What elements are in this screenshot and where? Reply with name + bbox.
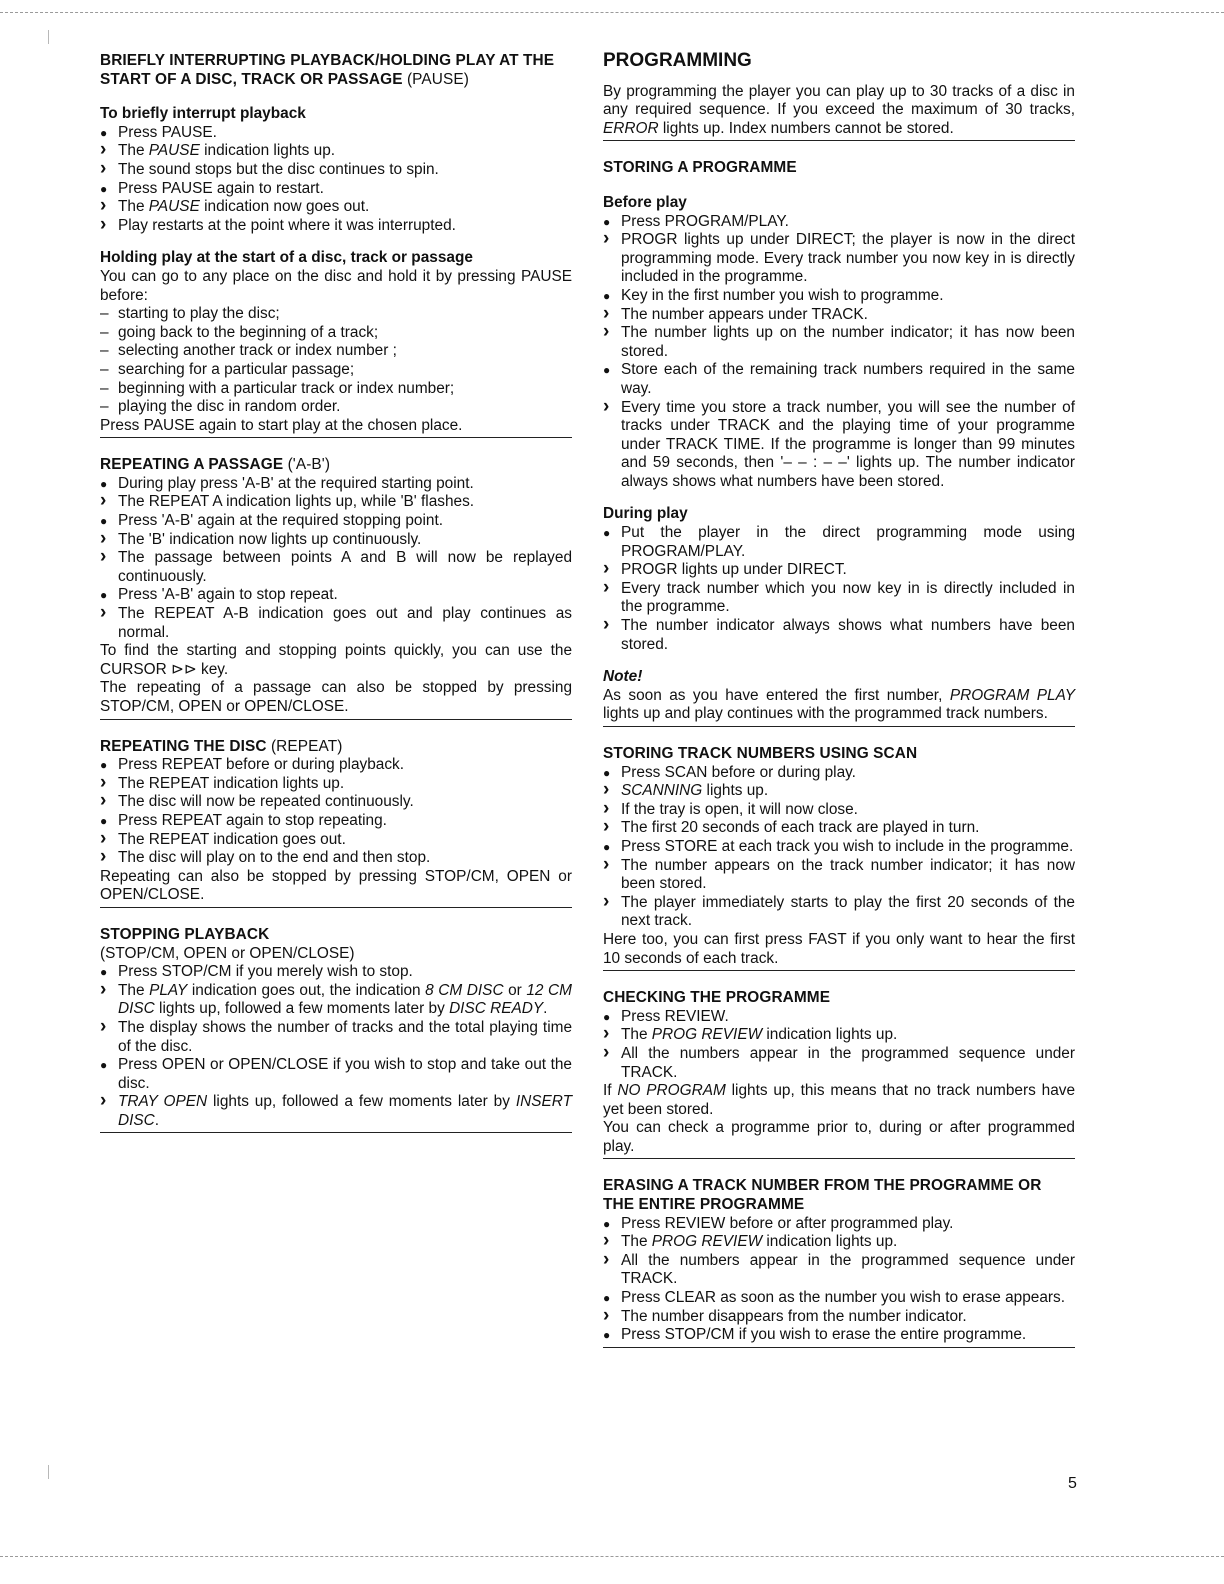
item-text: Press PAUSE.	[118, 123, 217, 141]
item-text: The number indicator always shows what numbers have been stored.	[621, 617, 1075, 653]
section	[603, 52, 1075, 141]
arrow-icon	[100, 549, 116, 568]
item-text: beginning with a particular track or index number;	[118, 379, 455, 397]
margin-mark	[48, 30, 49, 44]
subheading: Holding play at the start of a disc, track or passage	[100, 249, 473, 267]
dash-list-item	[100, 305, 572, 324]
instruction-step	[603, 1008, 1075, 1027]
scan-artifact-top	[0, 12, 1224, 13]
item-text: The PLAY indication goes out, the indication 8 CM DISC or 12 CM DISC lights up, followed a few moments later by DISC READY.	[118, 981, 572, 1018]
item-text: Press REPEAT again to stop repeating.	[118, 811, 387, 829]
item-text: PROGR lights up under DIRECT.	[621, 561, 847, 579]
arrow-icon	[100, 161, 116, 180]
item-text: The number appears on the track number indicator; it has now been stored.	[621, 856, 1075, 893]
item-text: The disc will now be repeated continuously.	[118, 793, 414, 811]
section-heading	[603, 989, 1075, 1008]
arrow-icon	[603, 324, 619, 343]
section-heading	[100, 926, 572, 945]
subheading: To briefly interrupt playback	[100, 105, 306, 123]
result-item	[100, 142, 572, 161]
item-text: All the numbers appear in the programmed sequence under TRACK.	[621, 1251, 1075, 1288]
item-text: selecting another track or index number ;	[118, 342, 397, 360]
heading-text: CHECKING THE PROGRAMME	[603, 989, 831, 1007]
result-item	[100, 775, 572, 794]
result-item	[100, 849, 572, 868]
paragraph: You can check a programme prior to, during or after programmed play.	[603, 1119, 1075, 1155]
paragraph: The repeating of a passage can also be stopped by pressing STOP/CM, OPEN or OPEN/CLOSE.	[100, 679, 572, 715]
item-text: The PAUSE indication now goes out.	[118, 198, 370, 216]
item-text: TRAY OPEN lights up, followed a few moments later by INSERT DISC.	[118, 1093, 572, 1129]
bullet-icon	[100, 1056, 116, 1075]
subheading: During play	[603, 505, 688, 523]
arrow-icon	[100, 217, 116, 236]
result-item	[603, 1045, 1075, 1082]
arrow-icon	[603, 231, 619, 250]
item-text: Press 'A-B' again at the required stopping point.	[118, 512, 443, 530]
result-item	[100, 217, 572, 236]
arrow-icon	[100, 982, 116, 1001]
item-text: The PROG REVIEW indication lights up.	[621, 1233, 898, 1251]
right-column	[603, 52, 1075, 1366]
item-text: The disc will play on to the end and then stop.	[118, 849, 431, 867]
section	[100, 52, 572, 438]
instruction-step	[603, 764, 1075, 783]
paragraph: (STOP/CM, OPEN or OPEN/CLOSE)	[100, 944, 355, 962]
left-column	[100, 52, 572, 1151]
result-item	[603, 894, 1075, 931]
dash-list-item	[100, 398, 572, 417]
arrow-icon	[603, 1308, 619, 1327]
instruction-step	[100, 756, 572, 775]
bullet-icon	[603, 361, 619, 380]
item-text: Press REPEAT before or during playback.	[118, 756, 405, 774]
result-item	[100, 198, 572, 217]
arrow-icon	[603, 580, 619, 599]
instruction-step	[603, 1289, 1075, 1308]
item-text: searching for a particular passage;	[118, 360, 355, 378]
item-text: The REPEAT A-B indication goes out and play continues as normal.	[118, 605, 572, 641]
heading-text: PROGRAMMING	[603, 50, 752, 71]
item-text: If the tray is open, it will now close.	[621, 800, 858, 818]
note-label: Note!	[603, 668, 643, 686]
heading-text: ERASING A TRACK NUMBER FROM THE PROGRAMME OR THE ENTIRE PROGRAMME	[603, 1177, 1042, 1214]
item-text: The display shows the number of tracks and the total playing time of the disc.	[118, 1018, 572, 1055]
arrow-icon	[603, 617, 619, 636]
arrow-icon	[603, 1252, 619, 1271]
result-item	[603, 857, 1075, 894]
section	[100, 456, 572, 719]
result-item	[603, 580, 1075, 617]
item-text: Put the player in the direct programming mode using PROGRAM/PLAY.	[621, 524, 1075, 560]
item-text: During play press 'A-B' at the required starting point.	[118, 474, 474, 492]
heading-text: BRIEFLY INTERRUPTING PLAYBACK/HOLDING PLAY AT THE START OF A DISC, TRACK OR PASSAGE	[100, 52, 555, 88]
item-text: Press CLEAR as soon as the number you wish to erase appears.	[621, 1289, 1065, 1307]
item-text: Every time you store a track number, you will see the number of tracks under TRACK and the playing time of your programme under TRACK TIME. If the programme is longer than 99 minutes and 59 seconds, then '– – : – –' lights up. The number indicator always shows what numbers have been stored.	[621, 398, 1075, 490]
item-text: The number lights up on the number indicator; it has now been stored.	[621, 324, 1075, 360]
section-heading	[100, 738, 572, 757]
item-text: The REPEAT indication goes out.	[118, 830, 346, 848]
arrow-icon	[603, 894, 619, 913]
item-text: Press STOP/CM if you wish to erase the entire programme.	[621, 1326, 1027, 1344]
dash-icon	[100, 380, 116, 399]
instruction-step	[603, 838, 1075, 857]
instruction-step	[100, 1056, 572, 1093]
arrow-icon	[603, 399, 619, 418]
arrow-icon	[100, 1093, 116, 1112]
subheading: Before play	[603, 193, 687, 211]
item-text: The REPEAT A indication lights up, while 'B' flashes.	[118, 493, 475, 511]
paragraph: Press PAUSE again to start play at the chosen place.	[100, 416, 463, 434]
item-text: The 'B' indication now lights up continuously.	[118, 530, 422, 548]
paragraph: Here too, you can first press FAST if you only want to hear the first 10 seconds of each track.	[603, 930, 1075, 967]
item-text: Store each of the remaining track numbers required in the same way.	[621, 361, 1075, 397]
item-text: Key in the first number you wish to programme.	[621, 286, 944, 304]
item-text: The sound stops but the disc continues to spin.	[118, 160, 439, 178]
arrow-icon	[100, 493, 116, 512]
heading-text: STORING TRACK NUMBERS USING SCAN	[603, 745, 918, 762]
instruction-step	[603, 361, 1075, 398]
dash-icon	[100, 361, 116, 380]
dash-icon	[100, 305, 116, 324]
result-item	[100, 605, 572, 642]
section	[603, 989, 1075, 1159]
arrow-icon	[603, 857, 619, 876]
result-item	[100, 549, 572, 586]
item-text: Press STOP/CM if you merely wish to stop.	[118, 963, 413, 981]
instruction-step	[100, 180, 572, 199]
section	[100, 926, 572, 1134]
arrow-icon	[100, 793, 116, 812]
section-heading	[603, 159, 1075, 178]
result-item	[100, 982, 572, 1019]
section	[100, 738, 572, 908]
result-item	[603, 399, 1075, 492]
result-item	[603, 1252, 1075, 1289]
item-text: Every track number which you now key in is directly included in the programme.	[621, 579, 1075, 616]
result-item	[100, 793, 572, 812]
item-text: playing the disc in random order.	[118, 398, 341, 416]
heading-text: REPEATING THE DISC	[100, 737, 267, 755]
dash-list-item	[100, 361, 572, 380]
result-item	[603, 617, 1075, 654]
result-item	[603, 1026, 1075, 1045]
instruction-step	[100, 963, 572, 982]
section-heading	[603, 52, 1075, 71]
item-text: The REPEAT indication lights up.	[118, 774, 345, 792]
heading-suffix: ('A-B')	[283, 456, 331, 474]
item-text: PROGR lights up under DIRECT; the player is now in the direct programming mode. Every track number you now key in is directly included in the programme.	[621, 231, 1075, 286]
result-item	[603, 782, 1075, 801]
result-item	[603, 1308, 1075, 1327]
scan-artifact-bottom	[0, 1556, 1224, 1557]
result-item	[603, 561, 1075, 580]
item-text: Press REVIEW.	[621, 1007, 729, 1025]
instruction-step	[603, 287, 1075, 306]
result-item	[100, 493, 572, 512]
heading-suffix: (REPEAT)	[266, 737, 343, 755]
item-text: All the numbers appear in the programmed sequence under TRACK.	[621, 1044, 1075, 1081]
item-text: starting to play the disc;	[118, 305, 280, 323]
result-item	[603, 819, 1075, 838]
arrow-icon	[100, 849, 116, 868]
instruction-step	[603, 213, 1075, 232]
page-number: 5	[1068, 1475, 1077, 1492]
heading-text: STORING A PROGRAMME	[603, 159, 797, 177]
section-heading	[100, 456, 572, 475]
instruction-step	[100, 124, 572, 143]
section-heading	[603, 745, 1075, 764]
item-text: Play restarts at the point where it was interrupted.	[118, 216, 456, 234]
section	[603, 1177, 1075, 1347]
item-text: Press PAUSE again to restart.	[118, 179, 324, 197]
bullet-icon	[603, 1326, 619, 1345]
result-item	[603, 801, 1075, 820]
instruction-step	[603, 1215, 1075, 1234]
section-heading	[100, 52, 572, 89]
section-heading	[603, 1177, 1075, 1214]
result-item	[603, 306, 1075, 325]
paragraph: By programming the player you can play up to 30 tracks of a disc in any required sequence. If you exceed the maximum of 30 tracks, ERROR lights up. Index numbers cannot be stored.	[603, 82, 1075, 137]
instruction-step	[100, 812, 572, 831]
item-text: Press STORE at each track you wish to include in the programme.	[621, 837, 1074, 855]
instruction-step	[603, 1326, 1075, 1345]
instruction-step	[603, 524, 1075, 561]
instruction-step	[100, 512, 572, 531]
item-text: The number disappears from the number indicator.	[621, 1307, 967, 1325]
heading-text: STOPPING PLAYBACK	[100, 925, 270, 943]
paragraph: If NO PROGRAM lights up, this means that no track numbers have yet been stored.	[603, 1082, 1076, 1118]
dash-icon	[100, 324, 116, 343]
result-item	[100, 1093, 572, 1130]
dash-list-item	[100, 380, 572, 399]
item-text: The PAUSE indication lights up.	[118, 142, 336, 160]
result-item	[100, 161, 572, 180]
margin-mark	[48, 1465, 49, 1479]
result-item	[603, 231, 1075, 287]
dash-list-item	[100, 342, 572, 361]
arrow-icon	[603, 819, 619, 838]
item-text: Press REVIEW before or after programmed play.	[621, 1214, 954, 1232]
heading-text: REPEATING A PASSAGE	[100, 456, 284, 474]
item-text: SCANNING lights up.	[621, 782, 769, 800]
item-text: going back to the beginning of a track;	[118, 323, 379, 341]
heading-suffix: (PAUSE)	[402, 70, 469, 88]
instruction-step	[100, 586, 572, 605]
dash-list-item	[100, 324, 572, 343]
section	[603, 745, 1075, 971]
item-text: The passage between points A and B will now be replayed continuously.	[118, 549, 572, 585]
item-text: Press PROGRAM/PLAY.	[621, 212, 789, 230]
result-item	[100, 1019, 572, 1056]
item-text: Press 'A-B' again to stop repeat.	[118, 586, 338, 604]
paragraph: Repeating can also be stopped by pressing STOP/CM, OPEN or OPEN/CLOSE.	[100, 867, 572, 904]
arrow-icon	[100, 1019, 116, 1038]
arrow-icon	[603, 1045, 619, 1064]
item-text: The player immediately starts to play the first 20 seconds of the next track.	[621, 893, 1075, 930]
arrow-icon	[100, 605, 116, 624]
result-item	[603, 1233, 1075, 1252]
item-text: Press SCAN before or during play.	[621, 763, 856, 781]
item-text: Press OPEN or OPEN/CLOSE if you wish to stop and take out the disc.	[118, 1056, 572, 1092]
bullet-icon	[603, 524, 619, 543]
paragraph: As soon as you have entered the first number, PROGRAM PLAY lights up and play continues with the programmed track numbers.	[603, 686, 1075, 723]
result-item	[100, 531, 572, 550]
dash-icon	[100, 398, 116, 417]
result-item	[603, 324, 1075, 361]
section	[603, 159, 1075, 727]
paragraph: You can go to any place on the disc and hold it by pressing PAUSE before:	[100, 267, 572, 304]
item-text: The PROG REVIEW indication lights up.	[621, 1026, 898, 1044]
result-item	[100, 831, 572, 850]
instruction-step	[100, 475, 572, 494]
item-text: The number appears under TRACK.	[621, 305, 868, 323]
paragraph: To find the starting and stopping points quickly, you can use the CURSOR ⊳⊳ key.	[100, 642, 572, 678]
item-text: The first 20 seconds of each track are played in turn.	[621, 819, 980, 837]
dash-icon	[100, 342, 116, 361]
